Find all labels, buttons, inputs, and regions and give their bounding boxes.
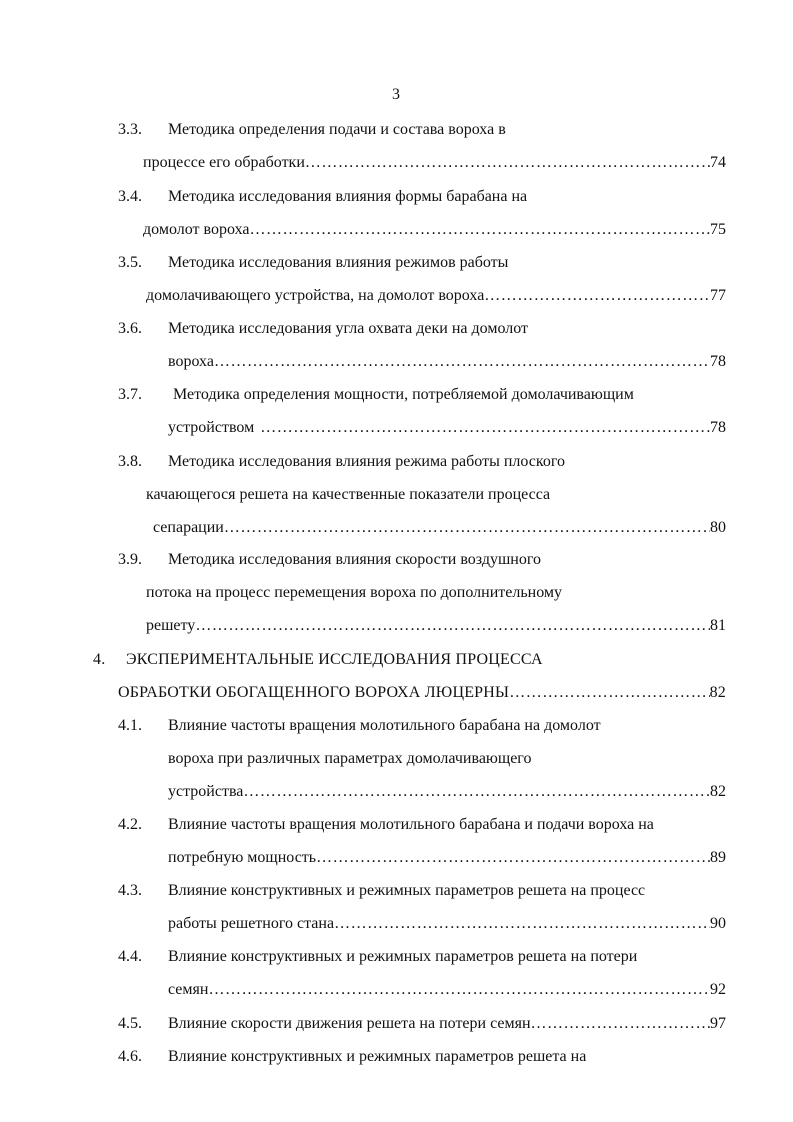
- entry-number: 4.4.: [118, 948, 142, 965]
- toc-leader-line: [168, 1014, 726, 1034]
- dot-leader: [334, 914, 710, 934]
- entry-title-line: Методика исследования влияния формы барабана на: [168, 188, 528, 205]
- entry-number: 3.8.: [118, 453, 142, 470]
- entry-title-line: Влияние частоты вращения молотильного барабана и подачи вороха на: [168, 816, 654, 833]
- toc-leader-line: [146, 286, 726, 306]
- toc-leader-line: [143, 153, 726, 173]
- entry-title-last: устройства: [168, 783, 244, 800]
- entry-title-line: Методика определения мощности, потребляемой домолачивающим: [173, 386, 634, 403]
- entry-page: 80: [710, 519, 726, 536]
- entry-number: 4.6.: [118, 1048, 142, 1065]
- entry-page: 74: [710, 154, 726, 171]
- dot-leader: [531, 1014, 710, 1034]
- entry-number: 4.1.: [118, 717, 142, 734]
- entry-title-line: потока на процесс перемещения вороха по дополнительному: [146, 584, 563, 601]
- entry-number: 3.9.: [118, 551, 142, 568]
- entry-title-last: Влияние скорости движения решета на потери семян: [168, 1015, 531, 1032]
- toc-leader-line: [143, 220, 726, 240]
- toc-leader-line: [168, 914, 726, 934]
- entry-title-last: устройством: [168, 419, 255, 436]
- entry-title-last: решету: [146, 617, 196, 634]
- entry-title-line: Методика исследования влияния режима работы плоского: [168, 453, 565, 470]
- entry-number: 3.3.: [118, 121, 142, 138]
- entry-title-line: Методика определения подачи и состава вороха в: [168, 121, 506, 138]
- entry-title-line: Влияние конструктивных и режимных параметров решета на процесс: [168, 882, 646, 899]
- entry-title-line: качающегося решета на качественные показатели процесса: [146, 486, 551, 503]
- entry-page: 90: [710, 915, 726, 932]
- entry-number: 3.4.: [118, 188, 142, 205]
- entry-title-line: Влияние конструктивных и режимных параметров решета на потери: [168, 948, 638, 965]
- entry-page: 82: [709, 684, 726, 701]
- toc-leader-line: [146, 616, 726, 636]
- dot-leader: [249, 220, 710, 240]
- entry-title-line: Методика исследования влияния скорости воздушного: [168, 551, 541, 568]
- toc-leader-line: [168, 352, 726, 372]
- entry-page: 77: [710, 287, 726, 304]
- entry-title-last: домолот вороха: [143, 221, 250, 238]
- entry-title-line: Методика исследования влияния режимов работы: [168, 254, 509, 271]
- entry-title-line: Влияние частоты вращения молотильного барабана на домолот: [168, 717, 601, 734]
- entry-page: 81: [710, 617, 726, 634]
- dot-leader: [509, 683, 709, 703]
- toc-leader-line: [168, 418, 726, 438]
- entry-page: 78: [710, 353, 726, 370]
- section-number: 4.: [93, 651, 106, 668]
- entry-title-line: Влияние конструктивных и режимных параметров решета на: [168, 1048, 587, 1065]
- toc-leader-line: [168, 848, 726, 868]
- entry-page: 82: [710, 783, 726, 800]
- entry-page: 78: [710, 419, 726, 436]
- toc-leader-line: [118, 683, 726, 703]
- entry-title-last: работы решетного стана: [168, 915, 335, 932]
- dot-leader: [316, 848, 710, 868]
- toc-leader-line: [168, 980, 726, 1000]
- entry-title-line: Методика исследования угла охвата деки на домолот: [168, 320, 528, 337]
- page-number: 3: [392, 86, 400, 103]
- section-title-last: ОБРАБОТКИ ОБОГАЩЕННОГО ВОРОХА ЛЮЦЕРНЫ: [118, 684, 510, 701]
- dot-leader: [214, 352, 710, 372]
- entry-page: 75: [710, 221, 726, 238]
- dot-leader: [484, 286, 710, 306]
- entry-title-line: вороха при различных параметрах домолачивающего: [168, 750, 532, 767]
- entry-title-last: потребную мощность: [168, 849, 317, 866]
- section-title-line: ЭКСПЕРИМЕНТАЛЬНЫЕ ИССЛЕДОВАНИЯ ПРОЦЕССА: [126, 651, 543, 668]
- entry-title-last: процессе его обработки: [143, 154, 305, 171]
- entry-number: 3.5.: [118, 254, 142, 271]
- entry-page: 89: [710, 849, 726, 866]
- dot-leader: [195, 616, 710, 636]
- dot-leader: [305, 153, 710, 173]
- entry-page: 92: [710, 981, 726, 998]
- entry-title-last: домолачивающего устройства, на домолот вороха: [146, 287, 485, 304]
- toc-leader-line: [153, 518, 726, 538]
- entry-number: 4.2.: [118, 816, 142, 833]
- entry-title-last: семян: [168, 981, 209, 998]
- entry-page: 97: [710, 1015, 726, 1032]
- entry-number: 3.7.: [118, 386, 142, 403]
- entry-title-last: вороха: [168, 353, 214, 370]
- dot-leader: [224, 518, 710, 538]
- toc-leader-line: [168, 782, 726, 802]
- dot-leader: [208, 980, 710, 1000]
- dot-leader: [254, 418, 710, 438]
- entry-number: 4.5.: [118, 1015, 142, 1032]
- entry-number: 3.6.: [118, 320, 142, 337]
- dot-leader: [243, 782, 710, 802]
- entry-number: 4.3.: [118, 882, 142, 899]
- entry-title-last: сепарации: [153, 519, 224, 536]
